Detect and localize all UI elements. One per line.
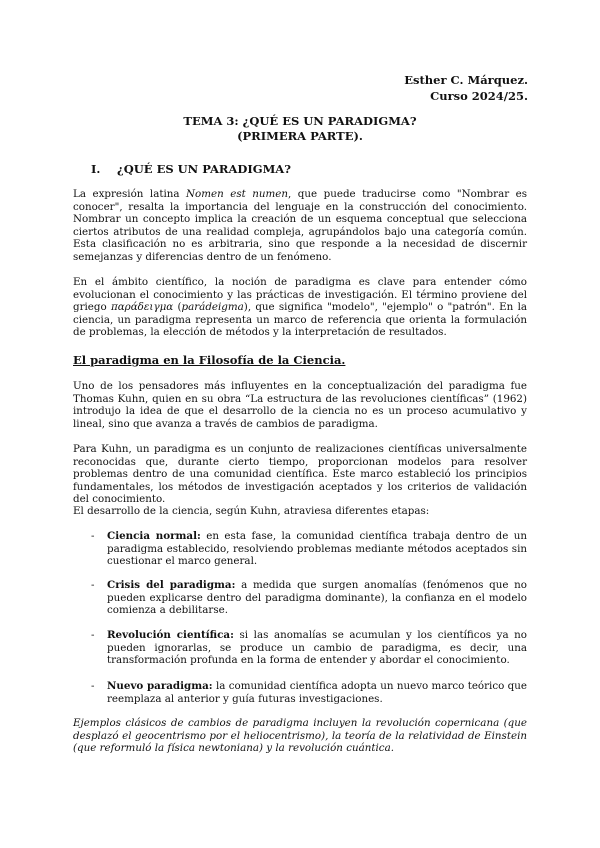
- paragraph-stages-intro: El desarrollo de la ciencia, según Kuhn, atraviesa diferentes etapas:: [73, 505, 430, 517]
- stage-description: a medida que surgen anomalías (fenómenos que no pueden explicarse dentro del paradigma dominante), la confianza en el modelo comienza a debilitarse.: [107, 579, 527, 617]
- text-run: , que puede traducirse como "Nombrar es conocer", resalta la importancia del lenguaje en la construcción del conocimiento. Nombrar un concepto implica la creación de un esquema conceptual que selecciona ciertos atributos de una realidad compleja, agrupándolos bajo una categoría común. Esta clasificación no es arbitraria, sino que responde a la necesidad de discernir semejanzas y diferencias dentro de un fenómeno.: [73, 188, 528, 263]
- list-item-revolucion: [91, 629, 527, 667]
- paragraph-kuhn-intro: Uno de los pensadores más influyentes en la conceptualización del paradigma fue Thomas Kuhn, quien en su obra “La estructura de las revoluciones científicas” (1962) introdujo la idea de que el desarrollo de la ciencia no es un proceso acumulativo y lineal, sino que avanza a través de cambios de paradigma.: [73, 380, 527, 430]
- stage-description: si las anomalías se acumulan y los científicos ya no pueden ignorarlas, se produce un cambio de paradigma, es decir, una transformación profunda en la forma de entender y abordar el conocimiento.: [107, 629, 527, 667]
- greek-term: παράδειγμα: [110, 301, 174, 314]
- paragraph-examples: Ejemplos clásicos de cambios de paradigma incluyen la revolución copernicana (que desplazó el geocentrismo por el heliocentrismo), la teoría de la relatividad de Einstein (que reformuló la física newtoniana) y la revolución cuántica.: [73, 717, 527, 755]
- list-dash: -: [91, 629, 95, 641]
- text-run: (: [173, 301, 182, 314]
- author-name: Esther C. Márquez.: [404, 73, 528, 87]
- section-title: ¿QUÉ ES UN PARADIGMA?: [117, 162, 291, 176]
- stage-term: Nuevo paradigma:: [107, 680, 213, 692]
- list-item-nuevo-paradigma: [91, 680, 527, 705]
- transliterated-term: parádeigma: [181, 301, 244, 314]
- list-item-ciencia-normal: [91, 530, 527, 568]
- stage-term: Ciencia normal:: [107, 530, 201, 542]
- section-number: I.: [91, 162, 101, 176]
- subsection-heading: El paradigma en la Filosofía de la Ciencia.: [73, 353, 346, 367]
- text-run: La expresión latina: [73, 188, 187, 200]
- stage-term: Revolución científica:: [107, 629, 234, 641]
- stage-description: en esta fase, la comunidad científica trabaja dentro de un paradigma establecido, resolviendo problemas mediante métodos aceptados sin cuestionar el marco general.: [107, 530, 527, 568]
- text-run: En el ámbito científico, la noción de paradigma es clave para entender cómo evolucionan el conocimiento y las prácticas de investigación. El término proviene del griego: [73, 276, 527, 314]
- text-run: ), que significa "modelo", "ejemplo" o "patrón". En la ciencia, un paradigma representa un marco de referencia que orienta la formulación de problemas, la elección de métodos y la interpretación de resultados.: [73, 301, 528, 339]
- title-line-1: TEMA 3: ¿QUÉ ES UN PARADIGMA?: [183, 114, 417, 128]
- paragraph-kuhn-definition: Para Kuhn, un paradigma es un conjunto de realizaciones científicas universalmente reconocidas que, durante cierto tiempo, proporcionan modelos para resolver problemas dentro de una comunidad científica. Este marco estableció los principios fundamentales, los métodos de investigación aceptados y los criterios de validación del conocimiento.: [73, 443, 527, 506]
- list-dash: -: [91, 530, 95, 542]
- stage-description: la comunidad científica adopta un nuevo marco teórico que reemplaza al anterior y guía futuras investigaciones.: [107, 680, 527, 705]
- section-heading: [91, 162, 291, 177]
- list-dash: -: [91, 579, 95, 591]
- latin-phrase: Nomen est numen: [186, 188, 289, 200]
- course-year: Curso 2024/25.: [430, 89, 528, 103]
- list-item-crisis: [91, 579, 527, 617]
- title-line-2: (PRIMERA PARTE).: [237, 129, 363, 143]
- stage-term: Crisis del paradigma:: [107, 579, 236, 591]
- document-header: [404, 72, 528, 104]
- paragraph-nomen-est-numen: [73, 188, 527, 264]
- document-title: [0, 114, 600, 144]
- list-dash: -: [91, 680, 95, 692]
- paragraph-scientific-notion: [73, 276, 527, 339]
